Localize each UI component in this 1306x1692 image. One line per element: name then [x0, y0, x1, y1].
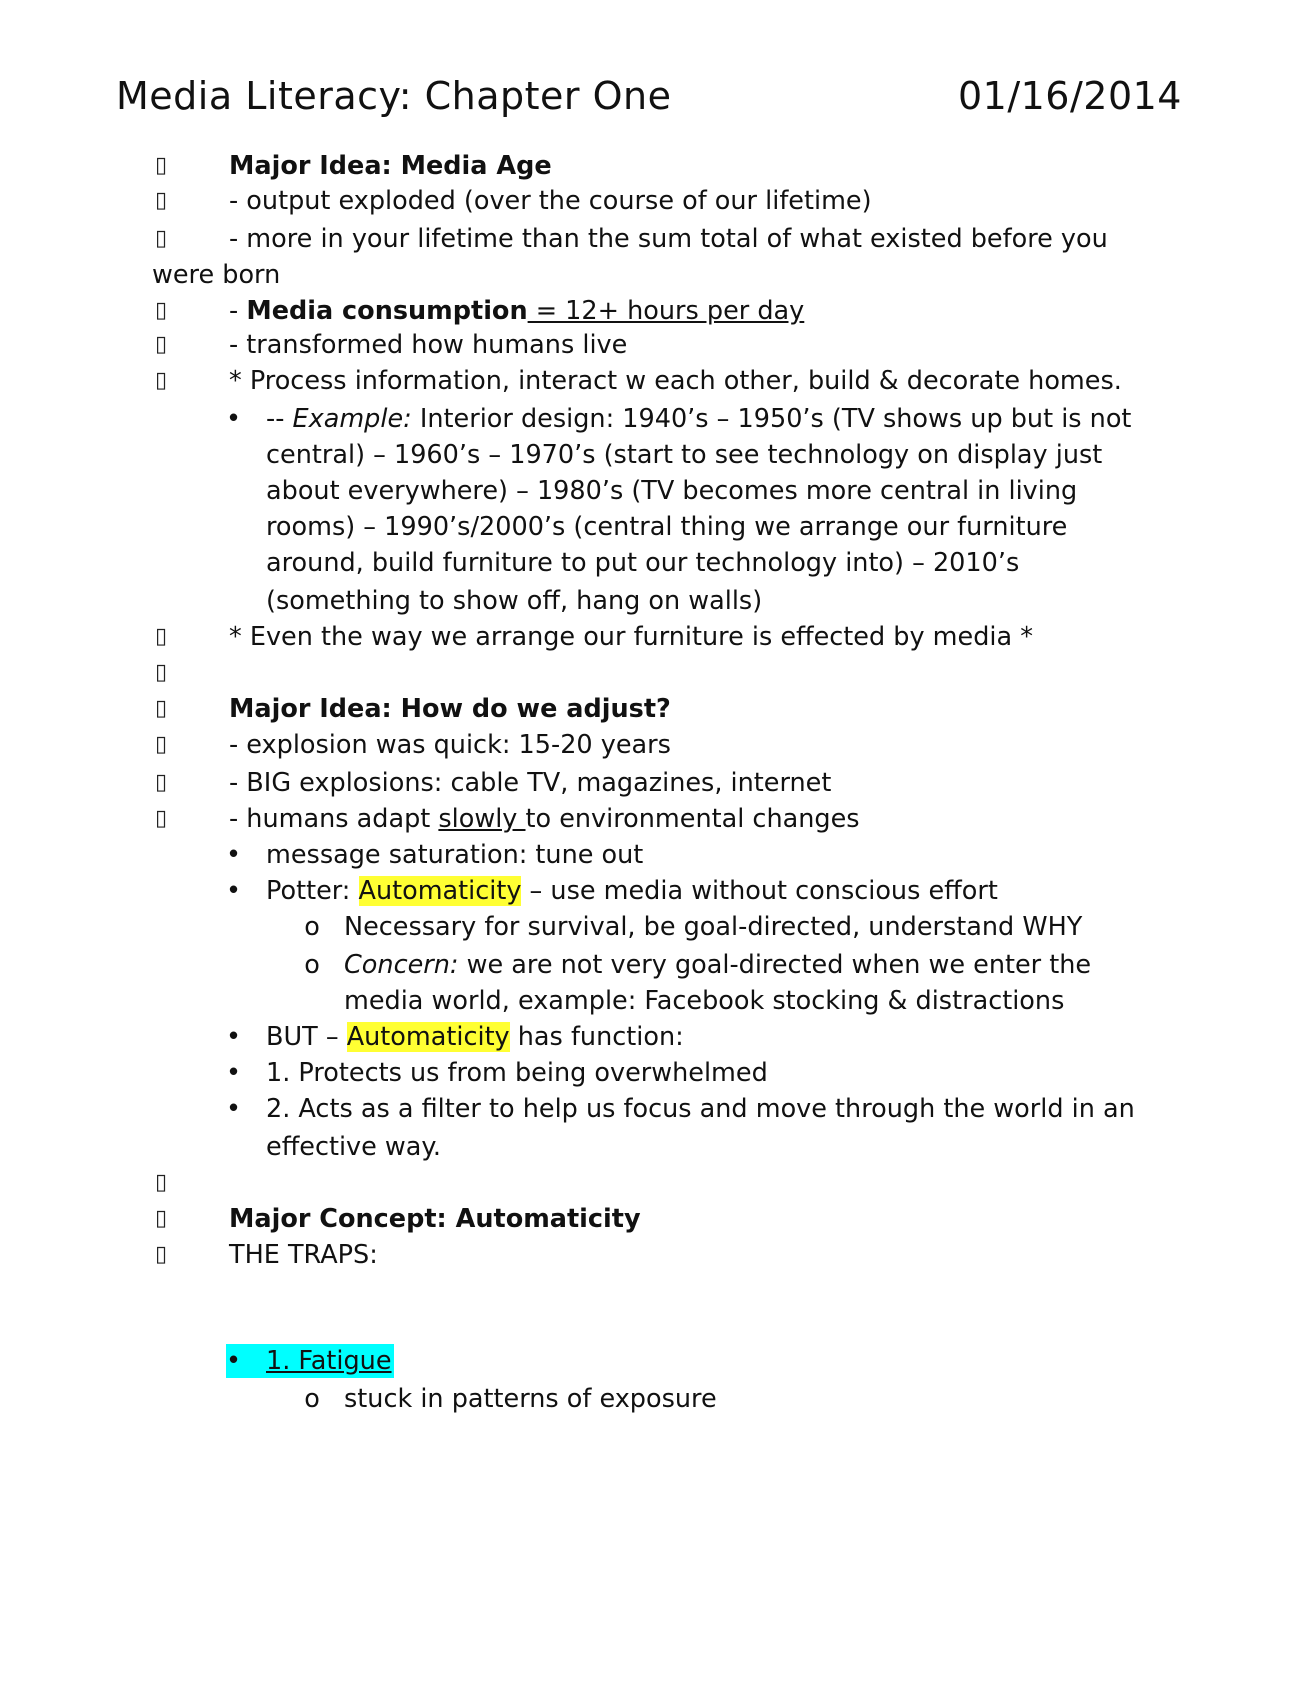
missing-glyph-box-icon: ▯ — [154, 696, 168, 721]
bullet-text: Interior design: 1940’s – 1950’s (TV shows up but is not — [411, 404, 1132, 434]
note-bold-term: Media consumption — [246, 296, 528, 326]
sub-bullet-text-continuation: media world, example: Facebook stocking & distractions — [344, 986, 1065, 1016]
note-text-continuation: were born — [152, 260, 281, 290]
note-text: * Even the way we arrange our furniture is effected by media * — [229, 622, 1033, 652]
highlighted-term: Automaticity — [358, 876, 522, 906]
section-heading: Major Idea: How do we adjust? — [229, 694, 671, 724]
note-underlined-text: slowly — [438, 804, 526, 834]
example-label: Example: — [292, 404, 412, 434]
missing-glyph-box-icon: ▯ — [154, 368, 168, 393]
bullet-icon: • — [226, 404, 242, 434]
bullet-icon: • — [226, 1058, 242, 1088]
bullet-text-continuation: rooms) – 1990’s/2000’s (central thing we arrange our furniture — [266, 512, 1068, 542]
note-dash: - — [229, 296, 247, 326]
concern-label: Concern: — [344, 950, 459, 980]
missing-glyph-box-icon: ▯ — [154, 1242, 168, 1267]
sub-bullet-icon: o — [304, 1384, 320, 1414]
bullet-icon: • — [226, 1346, 242, 1376]
bullet-text: – use media without conscious effort — [521, 876, 998, 906]
sub-bullet-icon: o — [304, 950, 320, 980]
bullet-text: Potter: — [266, 876, 359, 906]
missing-glyph-box-icon: ▯ — [154, 1170, 168, 1195]
missing-glyph-box-icon: ▯ — [154, 624, 168, 649]
bullet-icon: • — [226, 1022, 242, 1052]
note-text: - humans adapt — [229, 804, 439, 834]
missing-glyph-box-icon: ▯ — [154, 660, 168, 685]
note-text: - transformed how humans live — [229, 330, 628, 360]
missing-glyph-box-icon: ▯ — [154, 806, 168, 831]
note-underlined-text: = 12+ hours per day — [527, 296, 805, 326]
bullet-icon: • — [226, 876, 242, 906]
missing-glyph-box-icon: ▯ — [154, 226, 168, 251]
bullet-text-continuation: effective way. — [266, 1132, 441, 1162]
missing-glyph-box-icon: ▯ — [154, 732, 168, 757]
note-text: - more in your lifetime than the sum total of what existed before you — [229, 224, 1108, 254]
note-text: - output exploded (over the course of our lifetime) — [229, 186, 872, 216]
bullet-text-continuation: (something to show off, hang on walls) — [266, 586, 763, 616]
sub-bullet-text: we are not very goal-directed when we enter the — [458, 950, 1092, 980]
note-text: THE TRAPS: — [229, 1240, 378, 1270]
bullet-text: BUT – — [266, 1022, 347, 1052]
missing-glyph-box-icon: ▯ — [154, 1206, 168, 1231]
bullet-text-continuation: about everywhere) – 1980’s (TV becomes more central in living — [266, 476, 1078, 506]
example-prefix: -- — [266, 404, 293, 434]
sub-bullet-icon: o — [304, 912, 320, 942]
note-text: * Process information, interact w each other, build & decorate homes. — [229, 366, 1122, 396]
bullet-text: message saturation: tune out — [266, 840, 644, 870]
sub-bullet-text: Necessary for survival, be goal-directed, understand WHY — [344, 912, 1083, 942]
missing-glyph-box-icon: ▯ — [154, 770, 168, 795]
missing-glyph-box-icon: ▯ — [154, 332, 168, 357]
note-text: to environmental changes — [525, 804, 860, 834]
document-header — [116, 74, 1182, 124]
bullet-text: 1. Protects us from being overwhelmed — [266, 1058, 768, 1088]
bullet-text: 2. Acts as a filter to help us focus and move through the world in an — [266, 1094, 1135, 1124]
bullet-text-continuation: around, build furniture to put our technology into) – 2010’s — [266, 548, 1020, 578]
bullet-text: has function: — [509, 1022, 684, 1052]
bullet-icon: • — [226, 840, 242, 870]
section-heading: Major Idea: Media Age — [229, 151, 552, 181]
bullet-icon: • — [226, 1094, 242, 1124]
missing-glyph-box-icon: ▯ — [154, 298, 168, 323]
section-heading: Major Concept: Automaticity — [229, 1204, 641, 1234]
trap-heading: 1. Fatigue — [266, 1346, 392, 1376]
highlighted-term: Automaticity — [346, 1022, 510, 1052]
missing-glyph-box-icon: ▯ — [154, 153, 168, 178]
sub-bullet-text: stuck in patterns of exposure — [344, 1384, 717, 1414]
note-text: - BIG explosions: cable TV, magazines, internet — [229, 768, 832, 798]
document-date: 01/16/2014 — [957, 74, 1182, 118]
note-text: - explosion was quick: 15-20 years — [229, 730, 671, 760]
missing-glyph-box-icon: ▯ — [154, 188, 168, 213]
document-title: Media Literacy: Chapter One — [116, 74, 672, 118]
bullet-text-continuation: central) – 1960’s – 1970’s (start to see technology on display just — [266, 440, 1103, 470]
